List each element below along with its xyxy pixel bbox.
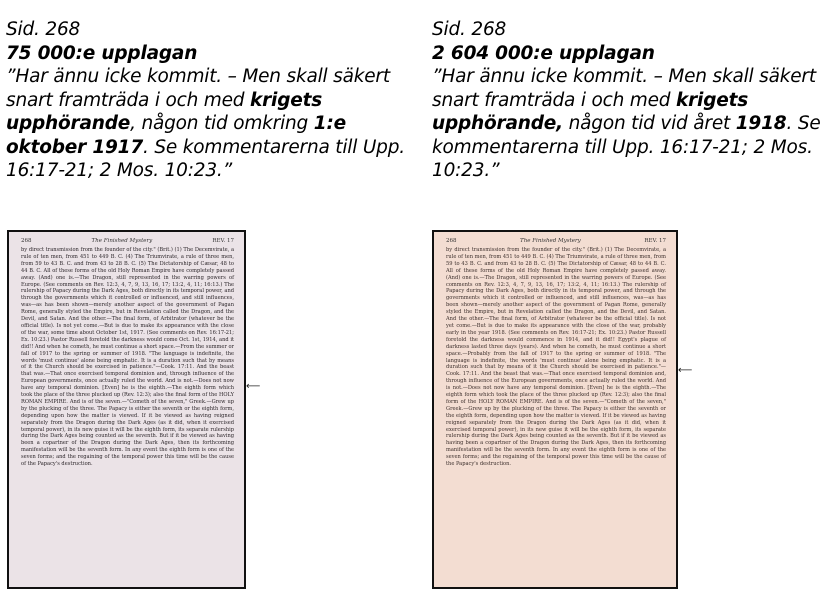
page-reference: Sid. 268 [6,19,81,40]
quote-part: . Se kommentarerna till Upp. 16:17-21; 2 Mos. 10:23.” [432,113,821,181]
book-page-scan-left [7,230,246,589]
quote-part-bold: 1:e oktober 1917 [6,113,346,158]
quote-part: ”Har ännu icke kommit. – Men skall säkert snart framträda i och med [6,66,390,111]
scan-page-number: 268 [21,238,32,244]
edition-label: 75 000:e upplagan [6,42,198,64]
quote-part: , någon tid omkring [130,113,314,134]
book-page-scan-right [432,230,678,589]
quote-part: . Se kommentarerna till Upp. 16:17-21; 2 Mos. 10:23.” [6,136,405,181]
right-caption [432,18,832,183]
quote [432,65,832,183]
scan-body-text: by direct transmission from the founder of the city." (Brit.) (1) The Decemvirate, a rule of ten men, from 451 to 449 B. C. (4) The Triumvirate, a rule of three men, from 59 to 43 B. C. and from 43 to 28 B. C. (5) The Dictatorship of Cæsar, 48 to 44 B. C. All of these forms of the old Holy Roman Empire have completely passed away. (And) one is.—The Dragon, still represented in the warring powers of Europe. (See comments on Rev. 12:3, 4, 7, 9, 13, 16, 17; 13:2, 4, 11; 16:13.) The rulership of Papacy during the Dark Ages, both directly in its temporal power, and through the governments which it controlled or influenced, and still influences, was—as has been shown—merely another aspect of the government of Pagan Rome, generally styled the Empire, but in Revelation called the Dragon, and the Devil, and Satan. And the other.—The final form, of Arbitrator (whatever be the official title). Is not yet come.—But is due to make its appearance with the close of the war, some time about October 1st, 1917. (See comments on Rev. 16:17-21; Ex. 10:23.) Pastor Russell foretold the darkness would come Oct. 1st, 1914, and it did!! And when he cometh, he must continue a short space.—From the summer or fall of 1917 to the spring or summer of 1918. "The language is indefinite, the words 'must continue' alone being emphatic. It is a duration such that by means of it the Church should be exercised in patience."—Cook. 17:11. And the beast that was.—That once exercised temporal dominion and, through influence of the European governments, once actually ruled the world. And is not.—Does not now have any temporal dominion. [Even] he is the eighth.—The eighth form which took the place of the three plucked up (Rev. 12:3); also the final form of the HOLY ROMAN EMPIRE. And is of the seven.—"Cometh of the seven," Greek.—Grew up by the plucking of the three. The Papacy is either the seventh or the eighth form, depending upon how the matter is viewed. If it be viewed as having reigned separately from the Dragon during the Dark Ages (as it did, when it exercised temporal power), in its new guise it will be the eighth form, its separate rulership during the Dark Ages being counted as the seventh. But if it be viewed as having been a copartner of the Dragon during the Dark Ages, then its forthcoming manifestation will be the seventh form. In any event the eighth form is one of the seven forms; and the regaining of the temporal power this time will be the cause of the Papacy's destruction. [21,247,234,468]
quote [6,65,406,183]
edition-label: 2 604 000:e upplagan [432,42,655,64]
quote-part-bold: 1918 [735,113,787,134]
scan-running-title: The Finished Mystery [520,238,581,244]
scan-header [9,232,244,247]
quote-part: ”Har ännu icke kommit. – Men skall säkert snart framträda i och med [432,66,816,111]
left-caption [6,18,406,183]
pointer-arrow-icon: ⟵ [246,381,261,392]
scan-body-text: by direct transmission from the founder of the city." (Brit.) (1) The Decemvirate, a rule of ten men, from 451 to 449 B. C. (4) The Triumvirate, a rule of three men, from 59 to 43 B. C. and from 43 to 28 B. C. (5) The Dictatorship of Cæsar, 48 to 44 B. C. All of these forms of the old Holy Roman Empire have completely passed away. (And) one is.—The Dragon, still represented in the warring powers of Europe. (See comments on Rev. 12:3, 4, 7, 9, 13, 16, 17; 13:2, 4, 11; 16:13.) The rulership of Papacy during the Dark Ages, both directly in its temporal power, and through the governments which it controlled or influenced, and still influences, was—as has been shown—merely another aspect of the government of Pagan Rome, generally styled the Empire, but in Revelation called the Dragon, and the Devil, and Satan. And the other.—The final form, of Arbitrator (whatever be the official title). Is not yet come.—But is due to make its appearance with the close of the war, probably early in the year 1918. (See comments on Rev. 16:17-21; Ex. 10:23.) Pastor Russell foretold the darkness would commence in 1914, and it did!! Egypt's plague of darkness lasted three days (years). And when he cometh, he must continue a short space.—Probably from the fall of 1917 to the spring or summer of 1918. "The language is indefinite, the words 'must continue' alone being emphatic. It is a duration such that by means of it the Church should be exercised in patience."—Cook. 17:11. And the beast that was.—That once exercised temporal dominion and, through influence of the European governments, once actually ruled the world. And is not.—Does not now have any temporal dominion. [Even] he is the eighth.—The eighth form which took the place of the three plucked up (Rev. 12:3); also the final form of the HOLY ROMAN EMPIRE. And is of the seven.—"Cometh of the seven," Greek.—Grew up by the plucking of the three. The Papacy is either the seventh or the eighth form, depending upon how the matter is viewed. If it be viewed as having reigned separately from the Dragon during the Dark Ages (as it did, when it exercised temporal power), in its new guise it will be the eighth form, its separate rulership during the Dark Ages being counted as the seventh. But if it be viewed as having been a copartner of the Dragon during the Dark Ages, then its forthcoming manifestation will be the seventh form. In any event the eighth form is one of the seven forms; and the regaining of the temporal power this time will be the cause of the Papacy's destruction. [446,247,666,468]
scan-header [434,232,676,247]
page-reference: Sid. 268 [432,19,507,40]
scan-running-title: The Finished Mystery [91,238,153,244]
scan-page-number: 268 [446,238,457,244]
quote-part-bold: krigets upphörande [6,89,323,134]
pointer-arrow-icon: ⟵ [678,365,693,376]
quote-part-bold: krigets upphörande, [432,89,749,134]
scan-chapter-ref: REV. 17 [212,238,234,244]
quote-part: någon tid vid året [562,113,736,134]
scan-chapter-ref: REV. 17 [644,238,666,244]
